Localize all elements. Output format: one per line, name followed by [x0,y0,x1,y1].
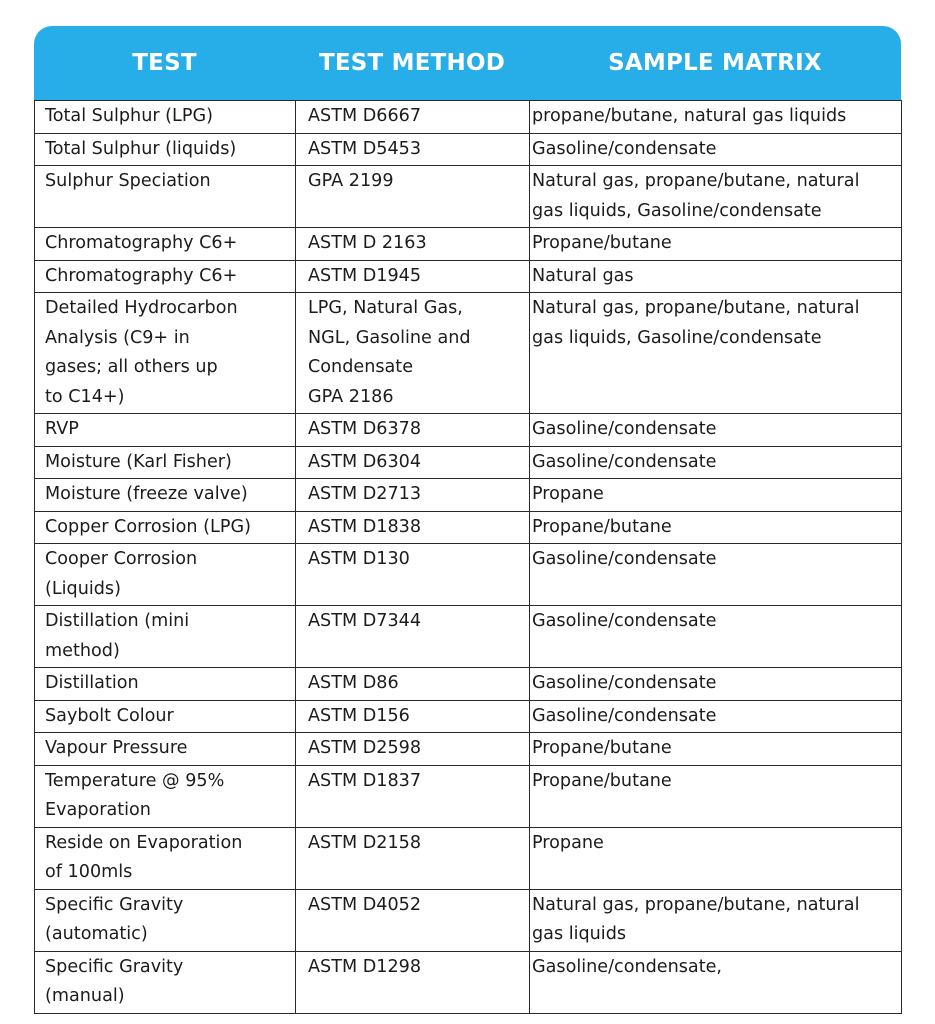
test-methods-table [34,26,901,1014]
cell-test: Detailed Hydrocarbon Analysis (C9+ in gases; all others up to C14+) [35,293,296,414]
cell-test: RVP [35,414,296,447]
cell-test-method: ASTM D6667 [296,101,530,134]
cell-test: Distillation [35,668,296,701]
table-row [35,700,902,733]
cell-test-method: ASTM D86 [296,668,530,701]
table-row [35,414,902,447]
header-sample-matrix: SAMPLE MATRIX [608,50,822,76]
cell-sample-matrix: Propane/butane [530,228,902,261]
cell-sample-matrix: Gasoline/condensate [530,446,902,479]
table-row [35,166,902,228]
cell-test: Cooper Corrosion (Liquids) [35,544,296,606]
header-test-method: TEST METHOD [318,50,506,76]
cell-test: Specific Gravity (manual) [35,951,296,1013]
cell-sample-matrix: Natural gas, propane/butane, natural gas liquids, Gasoline/condensate [530,166,902,228]
cell-test-method: ASTM D6304 [296,446,530,479]
cell-sample-matrix: Gasoline/condensate [530,668,902,701]
table-row [35,479,902,512]
cell-sample-matrix: Natural gas, propane/butane, natural gas liquids, Gasoline/condensate [530,293,902,414]
cell-sample-matrix: Gasoline/condensate [530,544,902,606]
cell-sample-matrix: Natural gas [530,260,902,293]
table-row [35,260,902,293]
cell-test: Total Sulphur (liquids) [35,133,296,166]
cell-test-method: ASTM D2713 [296,479,530,512]
table-body [34,100,902,1014]
cell-test: Copper Corrosion (LPG) [35,511,296,544]
cell-test: Distillation (mini method) [35,606,296,668]
table-row [35,889,902,951]
cell-test-method: ASTM D4052 [296,889,530,951]
table-row [35,446,902,479]
table-row [35,606,902,668]
header-test: TEST [132,50,197,76]
cell-test: Moisture (Karl Fisher) [35,446,296,479]
cell-test: Temperature @ 95% Evaporation [35,765,296,827]
table-row [35,951,902,1013]
cell-test-method: ASTM D1837 [296,765,530,827]
cell-sample-matrix: Gasoline/condensate [530,700,902,733]
cell-test-method: ASTM D6378 [296,414,530,447]
table-row [35,668,902,701]
cell-test-method: ASTM D7344 [296,606,530,668]
table-row [35,544,902,606]
cell-test-method: ASTM D1945 [296,260,530,293]
cell-test: Specific Gravity (automatic) [35,889,296,951]
cell-sample-matrix: Gasoline/condensate [530,414,902,447]
table-row [35,827,902,889]
cell-sample-matrix: Natural gas, propane/butane, natural gas liquids [530,889,902,951]
table-row [35,765,902,827]
cell-test: Reside on Evaporation of 100mls [35,827,296,889]
cell-test: Total Sulphur (LPG) [35,101,296,134]
table-row [35,293,902,414]
table-row [35,228,902,261]
cell-sample-matrix: Propane/butane [530,511,902,544]
cell-test: Vapour Pressure [35,733,296,766]
cell-test: Saybolt Colour [35,700,296,733]
cell-sample-matrix: Propane/butane [530,765,902,827]
cell-sample-matrix: Gasoline/condensate, [530,951,902,1013]
table-row [35,133,902,166]
cell-test-method: ASTM D2598 [296,733,530,766]
cell-sample-matrix: Gasoline/condensate [530,133,902,166]
cell-sample-matrix: propane/butane, natural gas liquids [530,101,902,134]
cell-sample-matrix: Propane/butane [530,733,902,766]
cell-test-method: ASTM D5453 [296,133,530,166]
table-row [35,511,902,544]
cell-test-method: GPA 2199 [296,166,530,228]
cell-test: Chromatography C6+ [35,228,296,261]
cell-test-method: ASTM D156 [296,700,530,733]
table-row [35,101,902,134]
cell-test-method: LPG, Natural Gas, NGL, Gasoline and Condensate GPA 2186 [296,293,530,414]
cell-test-method: ASTM D 2163 [296,228,530,261]
table-row [35,733,902,766]
cell-test-method: ASTM D2158 [296,827,530,889]
cell-test-method: ASTM D130 [296,544,530,606]
table-header [34,26,901,100]
cell-test-method: ASTM D1838 [296,511,530,544]
cell-sample-matrix: Propane [530,479,902,512]
cell-test-method: ASTM D1298 [296,951,530,1013]
cell-sample-matrix: Gasoline/condensate [530,606,902,668]
cell-test: Sulphur Speciation [35,166,296,228]
cell-test: Moisture (freeze valve) [35,479,296,512]
cell-sample-matrix: Propane [530,827,902,889]
cell-test: Chromatography C6+ [35,260,296,293]
